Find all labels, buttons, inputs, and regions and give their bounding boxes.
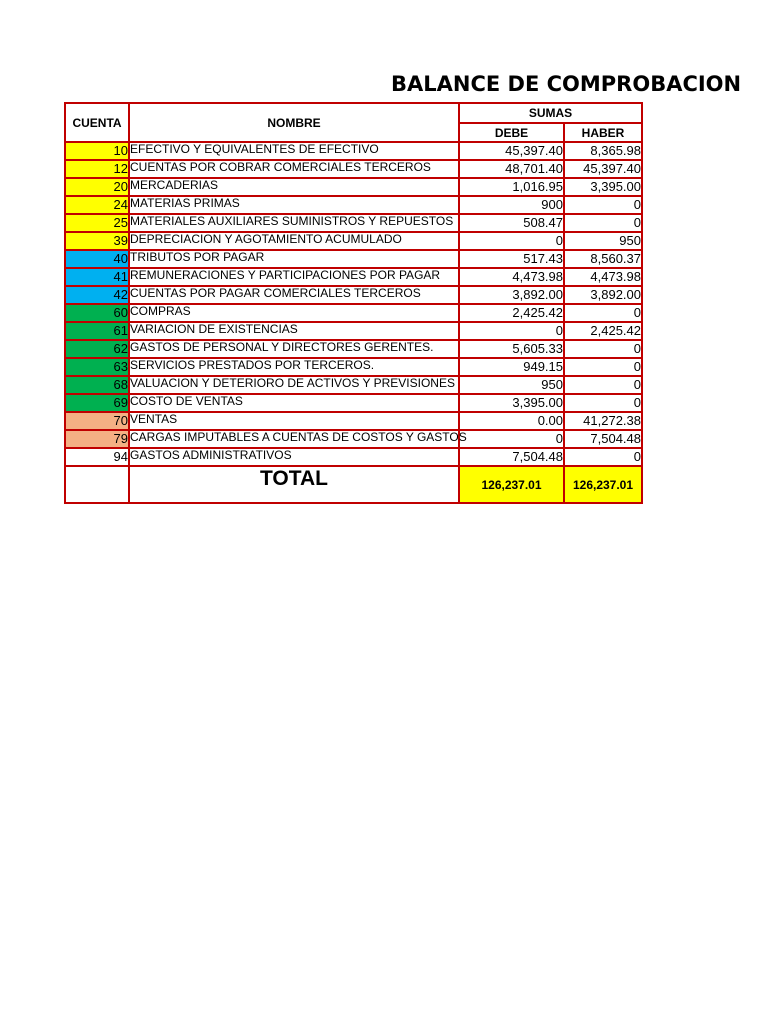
table-row (65, 268, 642, 286)
debe-value: 45,397.40 (459, 142, 564, 160)
table-row (65, 394, 642, 412)
haber-value: 950 (564, 232, 642, 250)
account-code: 20 (65, 178, 129, 196)
account-code: 10 (65, 142, 129, 160)
table-row (65, 376, 642, 394)
debe-value: 900 (459, 196, 564, 214)
account-code: 94 (65, 448, 129, 466)
debe-value: 5,605.33 (459, 340, 564, 358)
debe-value: 517.43 (459, 250, 564, 268)
header-cuenta: CUENTA (65, 103, 129, 142)
haber-value: 4,473.98 (564, 268, 642, 286)
account-name: SERVICIOS PRESTADOS POR TERCEROS. (129, 358, 459, 376)
account-name: COMPRAS (129, 304, 459, 322)
haber-value: 41,272.38 (564, 412, 642, 430)
debe-value: 950 (459, 376, 564, 394)
debe-value: 949.15 (459, 358, 564, 376)
haber-value: 3,395.00 (564, 178, 642, 196)
debe-value: 3,395.00 (459, 394, 564, 412)
table-row (65, 214, 642, 232)
haber-value: 0 (564, 358, 642, 376)
table-row (65, 448, 642, 466)
debe-value: 0 (459, 232, 564, 250)
account-code: 70 (65, 412, 129, 430)
total-debe: 126,237.01 (459, 466, 564, 503)
account-name: CUENTAS POR PAGAR COMERCIALES TERCEROS (129, 286, 459, 304)
account-code: 61 (65, 322, 129, 340)
haber-value: 0 (564, 196, 642, 214)
account-name: COSTO DE VENTAS (129, 394, 459, 412)
haber-value: 0 (564, 304, 642, 322)
debe-value: 3,892.00 (459, 286, 564, 304)
table-row (65, 304, 642, 322)
account-name: REMUNERACIONES Y PARTICIPACIONES POR PAGAR (129, 268, 459, 286)
header-nombre: NOMBRE (129, 103, 459, 142)
debe-value: 508.47 (459, 214, 564, 232)
header-debe: DEBE (459, 123, 564, 142)
account-name: VARIACION DE EXISTENCIAS (129, 322, 459, 340)
page-title: BALANCE DE COMPROBACION (391, 72, 742, 96)
account-name: VENTAS (129, 412, 459, 430)
total-label: TOTAL (129, 466, 459, 503)
account-name: MATERIALES AUXILIARES SUMINISTROS Y REPUESTOS (129, 214, 459, 232)
table-row (65, 160, 642, 178)
account-name: EFECTIVO Y EQUIVALENTES DE EFECTIVO (129, 142, 459, 160)
account-code: 69 (65, 394, 129, 412)
debe-value: 0.00 (459, 412, 564, 430)
account-code: 79 (65, 430, 129, 448)
table-row (65, 232, 642, 250)
table-row (65, 430, 642, 448)
table-row (65, 412, 642, 430)
haber-value: 8,365.98 (564, 142, 642, 160)
account-code: 41 (65, 268, 129, 286)
haber-value: 7,504.48 (564, 430, 642, 448)
table-row (65, 178, 642, 196)
haber-value: 0 (564, 394, 642, 412)
account-code: 68 (65, 376, 129, 394)
haber-value: 0 (564, 340, 642, 358)
account-name: MATERIAS PRIMAS (129, 196, 459, 214)
table-row (65, 340, 642, 358)
haber-value: 3,892.00 (564, 286, 642, 304)
haber-value: 0 (564, 214, 642, 232)
debe-value: 7,504.48 (459, 448, 564, 466)
debe-value: 4,473.98 (459, 268, 564, 286)
haber-value: 0 (564, 376, 642, 394)
account-name: CARGAS IMPUTABLES A CUENTAS DE COSTOS Y GASTOS (129, 430, 459, 448)
table-row (65, 358, 642, 376)
haber-value: 0 (564, 448, 642, 466)
account-code: 42 (65, 286, 129, 304)
total-haber: 126,237.01 (564, 466, 642, 503)
table-row (65, 286, 642, 304)
account-name: MERCADERIAS (129, 178, 459, 196)
debe-value: 48,701.40 (459, 160, 564, 178)
account-name: GASTOS DE PERSONAL Y DIRECTORES GERENTES. (129, 340, 459, 358)
balance-table (64, 102, 643, 504)
haber-value: 8,560.37 (564, 250, 642, 268)
table-row (65, 196, 642, 214)
debe-value: 1,016.95 (459, 178, 564, 196)
header-haber: HABER (564, 123, 642, 142)
table-row (65, 142, 642, 160)
account-code: 39 (65, 232, 129, 250)
account-code: 40 (65, 250, 129, 268)
table-row (65, 322, 642, 340)
header-sumas: SUMAS (459, 103, 642, 123)
account-name: CUENTAS POR COBRAR COMERCIALES TERCEROS (129, 160, 459, 178)
debe-value: 0 (459, 430, 564, 448)
account-code: 60 (65, 304, 129, 322)
account-code: 62 (65, 340, 129, 358)
account-name: DEPRECIACION Y AGOTAMIENTO ACUMULADO (129, 232, 459, 250)
account-name: VALUACION Y DETERIORO DE ACTIVOS Y PREVISIONES (129, 376, 459, 394)
account-name: TRIBUTOS POR PAGAR (129, 250, 459, 268)
table-row (65, 250, 642, 268)
account-code: 63 (65, 358, 129, 376)
account-code: 24 (65, 196, 129, 214)
haber-value: 2,425.42 (564, 322, 642, 340)
account-name: GASTOS ADMINISTRATIVOS (129, 448, 459, 466)
debe-value: 0 (459, 322, 564, 340)
debe-value: 2,425.42 (459, 304, 564, 322)
total-blank-cell (65, 466, 129, 503)
account-code: 25 (65, 214, 129, 232)
haber-value: 45,397.40 (564, 160, 642, 178)
account-code: 12 (65, 160, 129, 178)
